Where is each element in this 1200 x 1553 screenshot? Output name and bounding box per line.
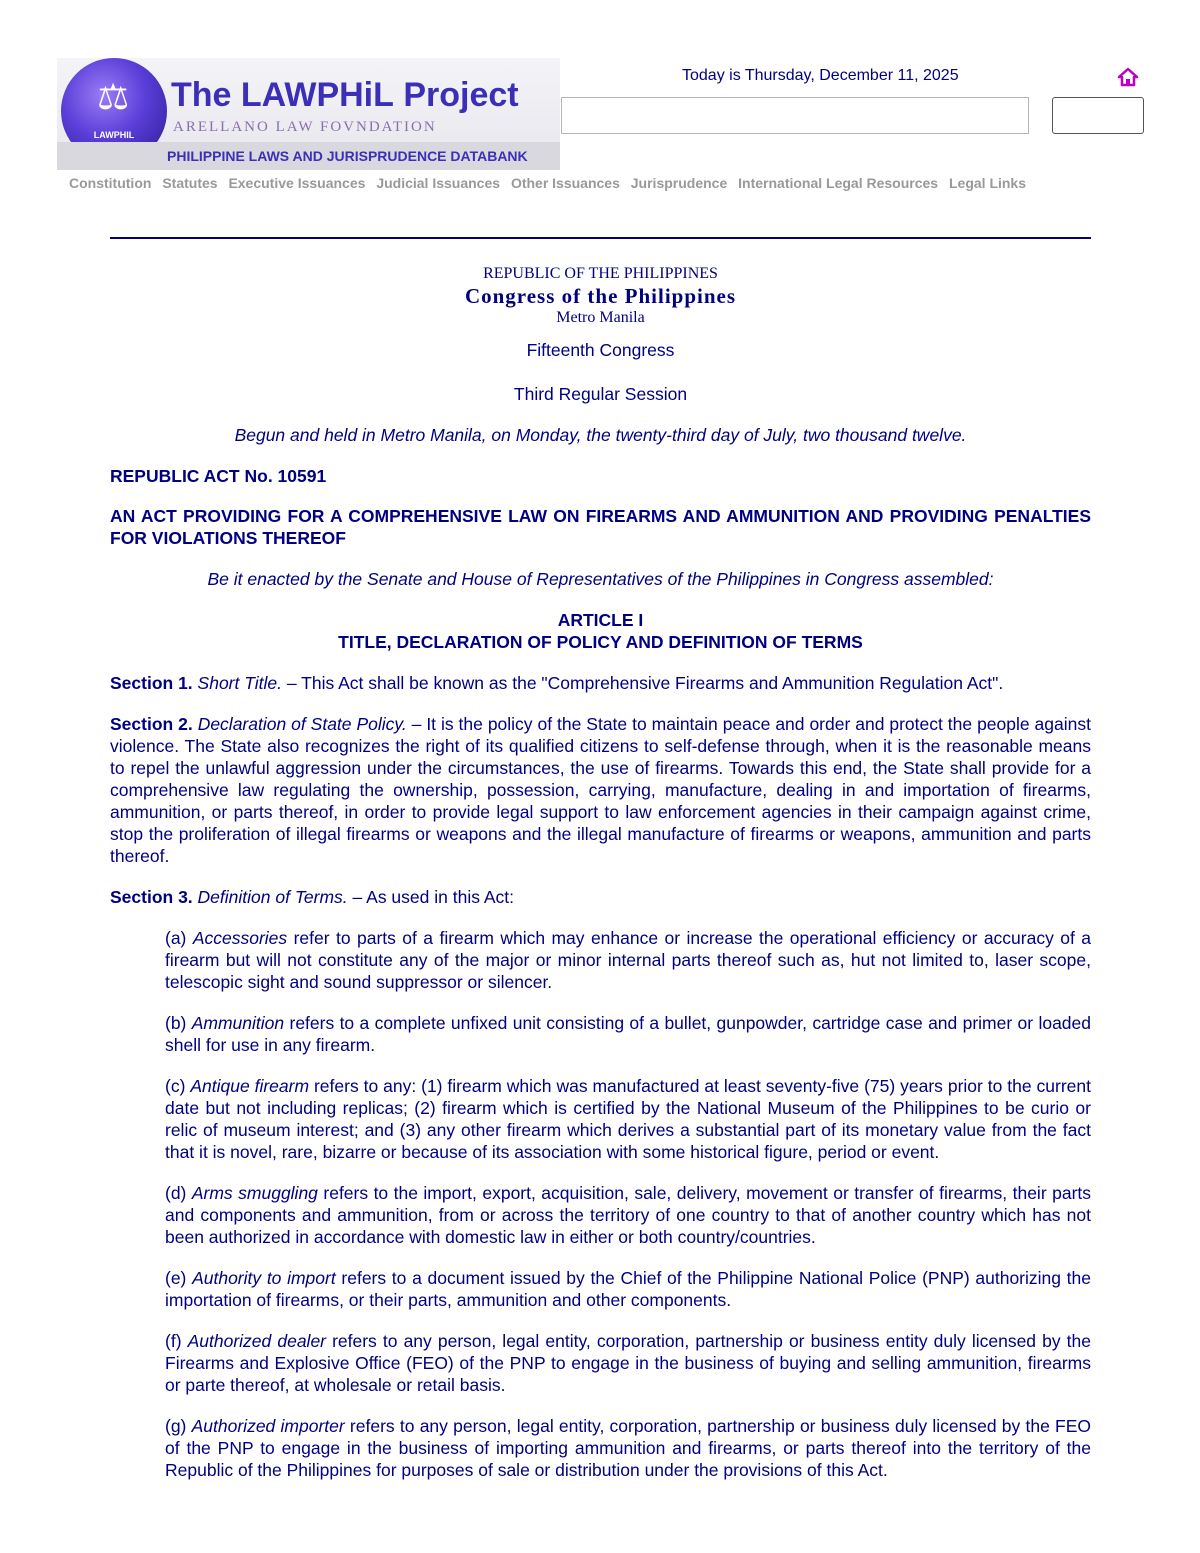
act-number: REPUBLIC ACT No. 10591: [110, 466, 327, 486]
search-button[interactable]: [1052, 97, 1144, 134]
today-date: Today is Thursday, December 11, 2025: [682, 67, 959, 84]
section-2: [110, 713, 1091, 867]
definition-e: (e) Authority to import refers to a document issued by the Chief of the Philippine National Police (PNP) authorizing the importation of firearms, or their parts, ammunition and other components.: [165, 1268, 1092, 1310]
definition-d: (d) Arms smuggling refers to the import, export, acquisition, sale, delivery, movement or transfer of firearms, their parts and components and ammunition, from or across the territory of one country to that of another country which has not been authorized in accordance with domestic law in either or both country/countries.: [165, 1183, 1092, 1247]
nav-judicial-issuances[interactable]: Judicial Issuances: [376, 175, 501, 191]
congress-heading: Fifteenth Congress: [526, 340, 675, 360]
section-text: – It is the policy of the State to maintain peace and order and protect the people against violence. The State also recognizes the right of its qualified citizens to self-defense through, when it is the reasonable means to repel the unlawful aggression under the circumstances, the use of firearms. Towards this end, the State shall provide for a comprehensive law regulating the ownership, possession, carrying, manufacture, dealing in and importation of firearms, ammunition, or parts thereof, in order to provide legal support to law enforcement agencies in their campaign against crime, stop the proliferation of illegal firearms or weapons and the illegal manufacture of firearms or weapons, ammunition and parts thereof.: [110, 714, 1091, 866]
home-icon[interactable]: [1117, 66, 1139, 88]
section-label: Section 3.: [110, 887, 193, 907]
nav-legal-links[interactable]: Legal Links: [948, 175, 1027, 191]
definition-term: Authorized dealer: [187, 1331, 326, 1351]
congress-gothic-heading: Congress of the Philippines: [464, 284, 737, 308]
definition-c: (c) Antique firearm refers to any: (1) firearm which was manufactured at least seventy-five (75) years prior to the current date but not including replicas; (2) firearm which is certified by the National Museum of the Philippines to be curio or relic of museum interest; and (3) any other firearm which derives a substantial part of its monetary value from the fact that it is novel, rare, bizarre or because of its association with some historical figure, period or event.: [165, 1076, 1091, 1162]
home-icon-svg: [1117, 66, 1139, 88]
section-3: [110, 886, 1091, 908]
article-number: ARTICLE I: [557, 610, 644, 630]
section-text: – As used in this Act:: [347, 887, 515, 907]
logo-title: The LAWPHiL Project: [171, 76, 519, 114]
seal-text: LAWPHIL: [93, 130, 135, 140]
section-1: [110, 672, 1091, 694]
header-divider: [110, 237, 1091, 239]
section-text: – This Act shall be known as the "Comprehensive Firearms and Ammunition Regulation Act".: [282, 673, 1004, 693]
definition-f: (f) Authorized dealer refers to any person, legal entity, corporation, partnership or business entity duly licensed by the Firearms and Explosive Office (FEO) of the PNP to engage in the business of buying and selling ammunition, firearms or parte thereof, at wholesale or retail basis.: [165, 1331, 1092, 1395]
nav-jurisprudence[interactable]: Jurisprudence: [630, 175, 728, 191]
lawphil-logo[interactable]: [57, 58, 560, 170]
section-label: Section 1.: [110, 673, 193, 693]
article-title: TITLE, DECLARATION OF POLICY AND DEFINITION OF TERMS: [338, 632, 863, 652]
nav-constitution[interactable]: Constitution: [69, 175, 152, 191]
definition-term: Arms smuggling: [191, 1183, 318, 1203]
begun-line: Begun and held in Metro Manila, on Monday, the twenty-third day of July, two thousand twelve.: [234, 425, 967, 445]
scales-of-justice-icon: ⚖: [97, 77, 130, 118]
section-title: Declaration of State Policy.: [197, 714, 407, 734]
section-title: Short Title.: [197, 673, 283, 693]
main-nav: [69, 175, 1033, 191]
logo-databank-bar: [57, 142, 560, 170]
section-title: Definition of Terms.: [197, 887, 348, 907]
definition-g: (g) Authorized importer refers to any person, legal entity, corporation, partnership or business duly licensed by the FEO of the PNP to engage in the business of importing ammunition and firearms, or parts thereof into the territory of the Republic of the Philippines for purposes of sale or distribution under the provisions of this Act.: [165, 1416, 1092, 1480]
definition-term: Ammunition: [191, 1013, 285, 1033]
nav-international-legal-resources[interactable]: International Legal Resources: [738, 175, 939, 191]
republic-heading: REPUBLIC OF THE PHILIPPINES: [483, 265, 718, 282]
nav-other-issuances[interactable]: Other Issuances: [510, 175, 620, 191]
enacting-clause: Be it enacted by the Senate and House of Representatives of the Philippines in Congress assembled:: [207, 569, 994, 589]
nav-statutes[interactable]: Statutes: [162, 175, 218, 191]
document-body: [110, 264, 1091, 1481]
session-heading: Third Regular Session: [513, 384, 688, 404]
search-input[interactable]: [561, 97, 1029, 134]
logo-databank-text: PHILIPPINE LAWS AND JURISPRUDENCE DATABANK: [167, 148, 528, 164]
act-title: AN ACT PROVIDING FOR A COMPREHENSIVE LAW ON FIREARMS AND AMMUNITION AND PROVIDING PENALTIES FOR VIOLATIONS THEREOF: [110, 506, 1091, 548]
definition-term: Authority to import: [192, 1268, 336, 1288]
definition-b: (b) Ammunition refers to a complete unfixed unit consisting of a bullet, gunpowder, cartridge case and primer or loaded shell for use in any firearm.: [165, 1013, 1091, 1055]
section-label: Section 2.: [110, 714, 193, 734]
definition-term: Authorized importer: [191, 1416, 345, 1436]
definition-term: Antique firearm: [190, 1076, 310, 1096]
definition-a: (a) Accessories refer to parts of a firearm which may enhance or increase the operational efficiency or accuracy of a firearm but will not constitute any of the major or minor internal parts thereof such as, hut not limited to, laser scope, telescopic sight and sound suppressor or silencer.: [165, 928, 1091, 992]
city-heading: Metro Manila: [556, 309, 645, 326]
logo-foundation: ARELLANO LAW FOVNDATION: [173, 119, 437, 135]
definition-term: Accessories: [192, 928, 288, 948]
nav-executive-issuances[interactable]: Executive Issuances: [228, 175, 366, 191]
